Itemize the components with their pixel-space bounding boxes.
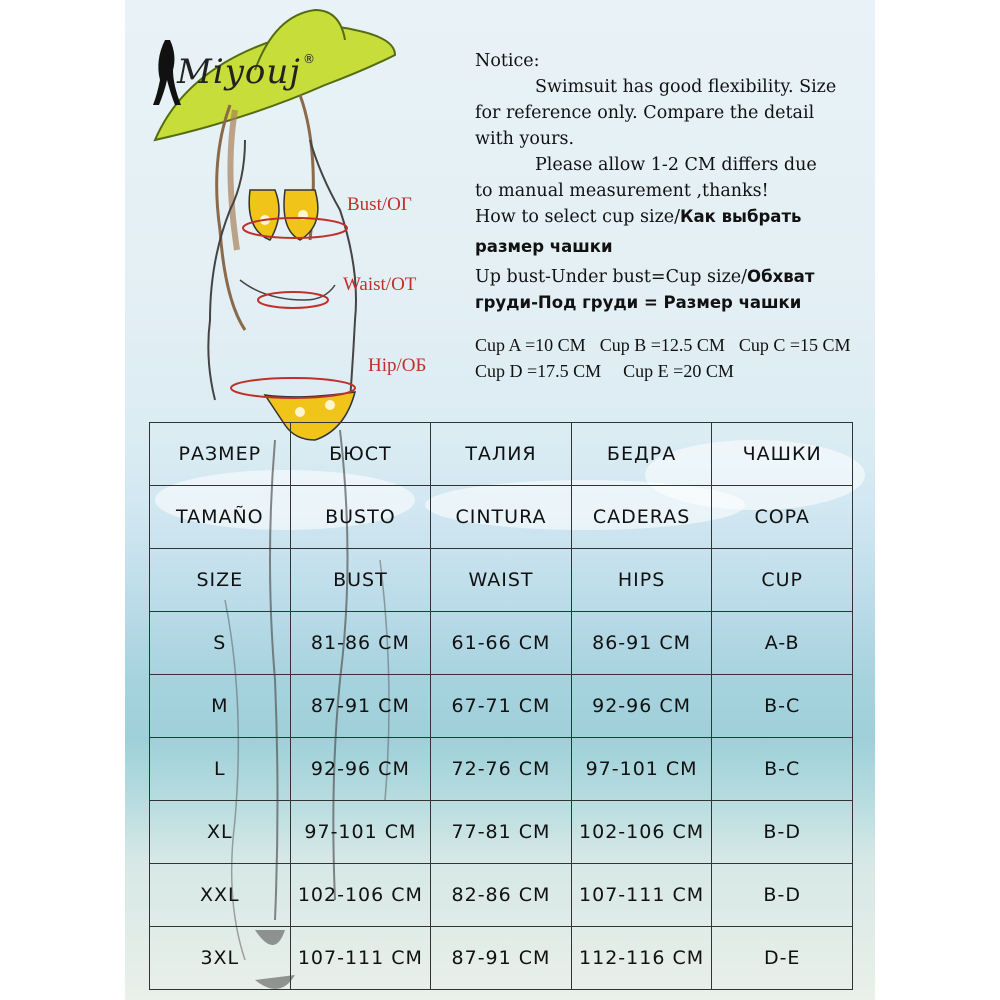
notice-text: How to select cup size/: [475, 207, 681, 227]
notice-text: Up bust-Under bust=Cup size/: [475, 267, 748, 287]
bust-label: Bust/ОГ: [347, 194, 412, 215]
table-row: [150, 801, 853, 864]
size-chart-card: [125, 0, 875, 1000]
table-cell: XL: [150, 801, 291, 864]
table-cell: M: [150, 675, 291, 738]
table-header-cell: BUST: [290, 549, 431, 612]
table-cell: 92-96 CM: [290, 738, 431, 801]
notice-heading: Notice:: [475, 51, 540, 71]
table-row: [150, 738, 853, 801]
size-table-body: [150, 423, 853, 990]
notice-line: to manual measurement ,thanks!: [475, 181, 769, 201]
notice-line: [475, 204, 875, 230]
table-cell: 87-91 CM: [431, 927, 572, 990]
table-header-cell: БЕДРА: [571, 423, 712, 486]
table-cell: 86-91 CM: [571, 612, 712, 675]
table-header-cell: COPA: [712, 486, 853, 549]
table-cell: S: [150, 612, 291, 675]
table-row: [150, 927, 853, 990]
table-cell: 82-86 CM: [431, 864, 572, 927]
notice-line: [475, 264, 875, 290]
table-cell: B-C: [712, 675, 853, 738]
cup-size: Cup B =12.5 CM: [599, 335, 725, 355]
cup-row: [475, 332, 875, 358]
table-cell: 102-106 CM: [571, 801, 712, 864]
table-cell: 72-76 CM: [431, 738, 572, 801]
table-cell: 97-101 CM: [290, 801, 431, 864]
table-cell: 77-81 CM: [431, 801, 572, 864]
table-header-cell: БЮСТ: [290, 423, 431, 486]
table-cell: B-D: [712, 801, 853, 864]
table-header-cell: WAIST: [431, 549, 572, 612]
notice-line: размер чашки: [475, 237, 613, 256]
swimsuit-top: [249, 190, 279, 240]
table-header-row: [150, 423, 853, 486]
table-cell: 81-86 CM: [290, 612, 431, 675]
notice-line: with yours.: [475, 129, 575, 149]
table-row: [150, 675, 853, 738]
table-header-cell: CADERAS: [571, 486, 712, 549]
table-header-cell: CUP: [712, 549, 853, 612]
table-row: [150, 612, 853, 675]
table-header-cell: РАЗМЕР: [150, 423, 291, 486]
table-header-cell: BUSTO: [290, 486, 431, 549]
cup-size: Cup E =20 CM: [623, 361, 734, 381]
table-cell: 61-66 CM: [431, 612, 572, 675]
table-header-cell: TAMAÑO: [150, 486, 291, 549]
notice-line: груди-Под груди = Размер чашки: [475, 293, 802, 312]
table-header-cell: SIZE: [150, 549, 291, 612]
registered-mark: ®: [303, 52, 315, 66]
cup-row: [475, 358, 875, 384]
table-header-cell: HIPS: [571, 549, 712, 612]
table-cell: 112-116 CM: [571, 927, 712, 990]
table-cell: 102-106 CM: [290, 864, 431, 927]
table-cell: 67-71 CM: [431, 675, 572, 738]
notice-text-ru: Обхват: [747, 267, 815, 286]
table-row: [150, 864, 853, 927]
hip-label: Hip/ОБ: [368, 355, 427, 376]
brand-logo: Miyouj: [177, 52, 301, 92]
notice-text-ru: Как выбрать: [680, 207, 802, 226]
table-header-row: [150, 486, 853, 549]
size-table: [149, 422, 853, 990]
table-cell: D-E: [712, 927, 853, 990]
table-cell: L: [150, 738, 291, 801]
notice-line: Please allow 1-2 CM differs due: [535, 155, 817, 175]
table-cell: 87-91 CM: [290, 675, 431, 738]
cup-sizes: [475, 332, 875, 384]
cup-size: Cup D =17.5 CM: [475, 361, 602, 381]
table-header-cell: CINTURA: [431, 486, 572, 549]
table-cell: 97-101 CM: [571, 738, 712, 801]
notice-block: [475, 48, 875, 316]
table-cell: XXL: [150, 864, 291, 927]
cup-size: Cup A =10 CM: [475, 335, 586, 355]
table-cell: 92-96 CM: [571, 675, 712, 738]
waist-label: Waist/ОТ: [343, 274, 417, 295]
table-header-cell: ТАЛИЯ: [431, 423, 572, 486]
table-cell: B-C: [712, 738, 853, 801]
table-cell: 3XL: [150, 927, 291, 990]
table-cell: 107-111 CM: [290, 927, 431, 990]
table-header-cell: ЧАШКИ: [712, 423, 853, 486]
hip-marker: [231, 378, 355, 398]
table-cell: A-B: [712, 612, 853, 675]
table-cell: B-D: [712, 864, 853, 927]
cup-size: Cup C =15 CM: [738, 335, 851, 355]
table-header-row: [150, 549, 853, 612]
notice-line: Swimsuit has good flexibility. Size: [535, 77, 837, 97]
notice-line: for reference only. Compare the detail: [475, 103, 815, 123]
table-cell: 107-111 CM: [571, 864, 712, 927]
